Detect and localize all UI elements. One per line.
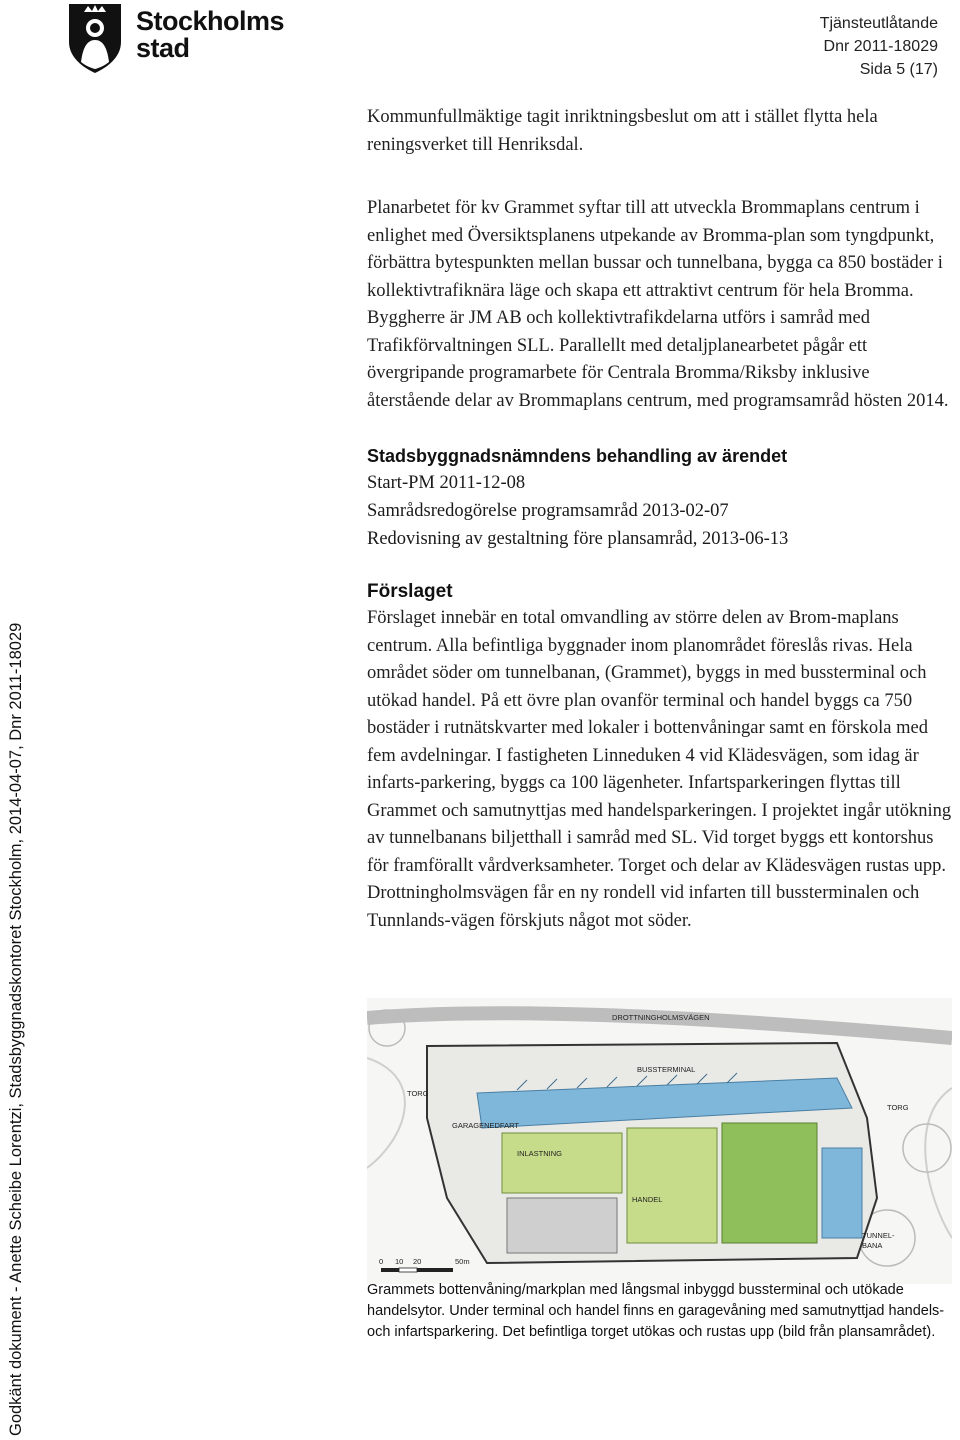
plan-label-terminal: BUSSTERMINAL — [637, 1065, 696, 1074]
proposal-heading: Förslaget — [367, 581, 453, 602]
plan-label-retail: HANDEL — [632, 1195, 663, 1204]
handling-item: Redovisning av gestaltning före plansamråd, 2013-06-13 — [367, 529, 789, 549]
approval-margin-note: Godkänt dokument - Anette Scheibe Lorentzi, Stadsbyggnadskontoret Stockholm, 2014-04-07, Dnr 2011-18029 — [7, 622, 25, 1436]
main-content — [367, 104, 957, 935]
scale-tick: 20 — [413, 1257, 422, 1266]
handling-item: Samrådsredogörelse programsamråd 2013-02-07 — [367, 501, 729, 521]
paragraph-proposal: Förslaget innebär en total omvandling av större delen av Brom-maplans centrum. Alla befintliga byggnader inom planområdet föreslås rivas. Hela området söder om tunnelbanan, (Grammet), byggs in med bussterminal och utökad handel. På ett övre plan ovanför terminal och handel byggs ca 750 bostäder i rutnätskvarter med lokaler i bottenvåningar samt en förskola med fem avdelningar. I fastigheten Linneduken 4 vid Klädesvägen, som idag är infarts-parkering, byggs ca 100 lägenheter. Infartsparkeringen flyttas till Grammet och samutnyttjas med handelsparkeringen. I projektet ingår utökning av tunnelbanans biljetthall i samråd med SL. Vid torget byggs ett kontorshus för framförallt vårdverksamheter. Torget och delar av Klädesvägen rustas upp. Drottningholmsvägen får en ny rondell vid infarten till bussterminalen och Tunnlands-vägen förskjuts något mot söder. — [367, 608, 952, 931]
crest-icon — [66, 2, 124, 74]
logo-wordmark — [136, 8, 284, 62]
document-number: Dnr 2011-18029 — [823, 38, 938, 55]
plan-label-torg-left: TORG — [407, 1089, 429, 1098]
plan-label-metro-2: BANA — [862, 1241, 883, 1250]
logo-line-2: stad — [136, 33, 190, 63]
handling-heading: Stadsbyggnadsnämndens behandling av ärendet — [367, 446, 788, 466]
plan-label-loading: INLASTNING — [517, 1149, 563, 1158]
document-type: Tjänsteutlåtande — [819, 15, 938, 32]
page-number: Sida 5 (17) — [859, 61, 938, 78]
loading-block — [507, 1198, 617, 1253]
handling-item: Start-PM 2011-12-08 — [367, 473, 526, 493]
document-meta — [820, 12, 938, 81]
plan-label-road: DROTTNINGHOLMSVÄGEN — [612, 1013, 710, 1022]
retail-block — [502, 1133, 622, 1193]
logo-line-1: Stockholms — [136, 6, 285, 36]
paragraph-intro: Kommunfullmäktige tagit inriktningsbeslut om att i stället flytta hela reningsverket till Henriksdal. — [367, 107, 878, 155]
scale-tick: 10 — [395, 1257, 404, 1266]
plan-label-garage: GARAGENEDFART — [452, 1121, 519, 1130]
site-plan-image — [367, 998, 952, 1284]
paragraph-planning: Planarbetet för kv Grammet syftar till att utveckla Brommaplans centrum i enlighet med Översiktsplanens utpekande av Bromma-plan som tyngdpunkt, förbättra bytespunkten mellan bussar och tunnelbana, bygga ca 850 bostäder i kollektivtrafiknära läge och skapa ett attraktivt centrum för hela Bromma. Byggherre är JM AB och kollektivtrafikdelarna utförs i samråd med Trafikförvaltningen SLL. Parallellt med detaljplanearbetet pågår ett övergripande programarbete för Centrala Bromma/Riksby inklusive återstående delar av Brommaplans centrum, med programsamråd hösten 2014. — [367, 198, 949, 411]
retail-block — [627, 1128, 717, 1243]
figure-caption: Grammets bottenvåning/markplan med långsmal inbyggd bussterminal och utökade handelsytor. Under terminal och handel finns en garagevåning med samutnyttjad handels- och infartsparkering. Det befintliga torget utökas och rustas upp (bild från plansamrådet). — [367, 1282, 945, 1340]
plan-label-torg-right: TORG — [887, 1103, 909, 1112]
retail-block — [722, 1123, 817, 1243]
plan-label-metro-1: TUNNEL- — [862, 1231, 895, 1240]
handling-list — [367, 469, 957, 553]
scale-tick: 50m — [455, 1257, 470, 1266]
scale-tick: 0 — [379, 1257, 384, 1266]
metro-block — [822, 1148, 862, 1238]
stockholms-stad-logo — [66, 2, 296, 74]
